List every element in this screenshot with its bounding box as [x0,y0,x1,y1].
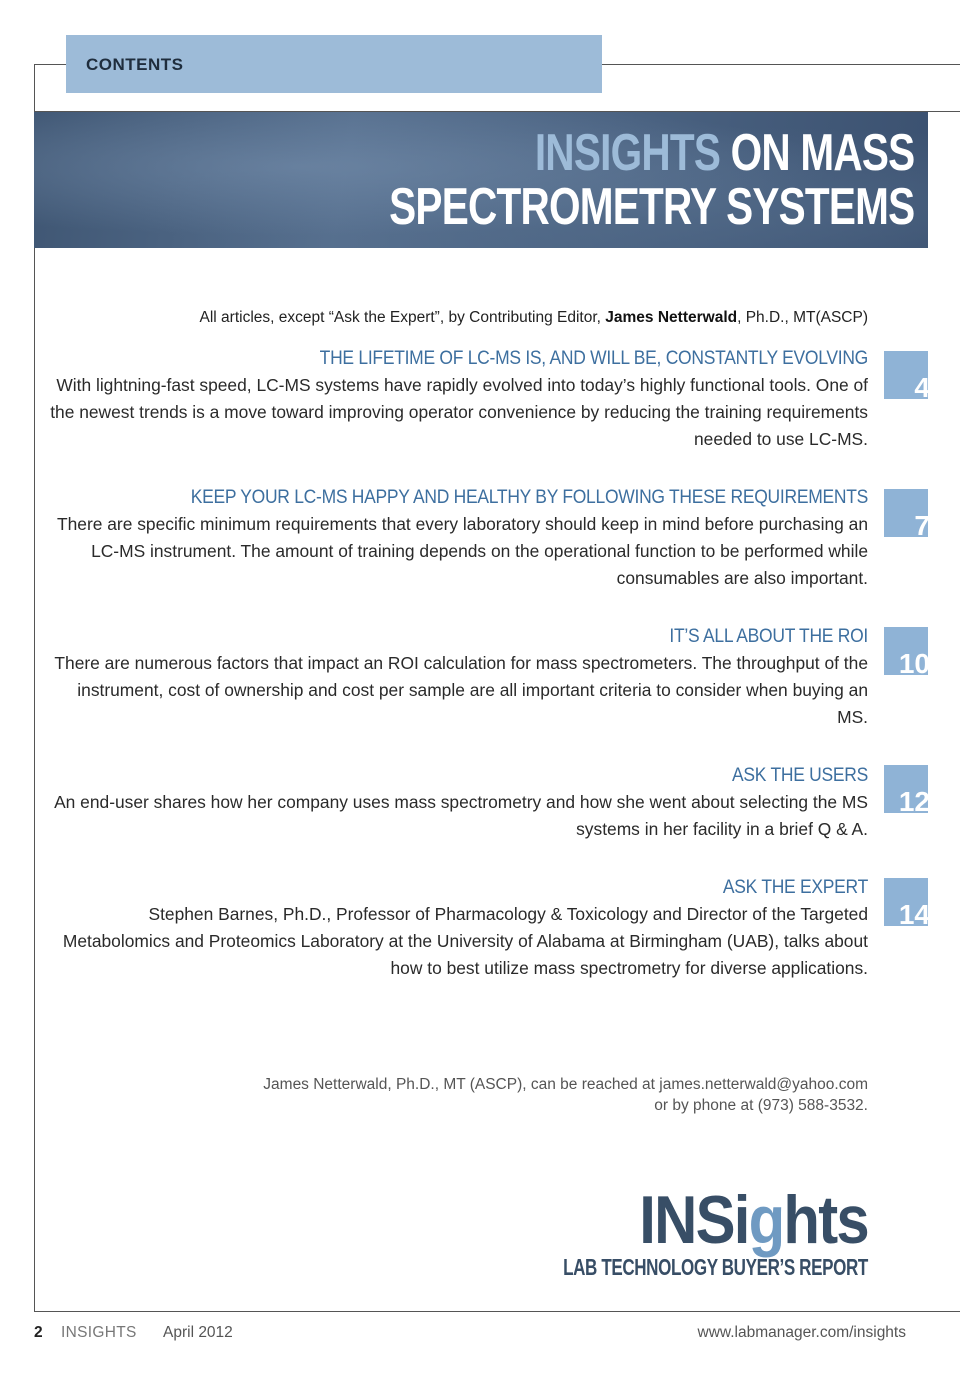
byline [200,309,868,327]
article-description: An end-user shares how her company uses mass spectrometry and how she went about selecting the MS systems in her facility in a brief Q & A. [54,792,868,839]
contact-info [263,1074,868,1116]
footer-date: April 2012 [163,1324,233,1341]
page-number-box[interactable] [884,627,930,679]
article-description: With lightning-fast speed, LC-MS systems have rapidly evolved into today’s highly functional tools. One of the newest trends is a move toward improving operator convenience by reducing the training requirements needed to use LC-MS. [50,375,868,449]
article-description: Stephen Barnes, Ph.D., Professor of Pharmacology & Toxicology and Director of the Targeted Metabolomics and Proteomics Laboratory at the University of Alabama at Birmingham (UAB), talks about how to best utilize mass spectrometry for diverse applications. [62,904,868,978]
article-description: There are numerous factors that impact an ROI calculation for mass spectrometers. The throughput of the instrument, cost of ownership and cost per sample are all important criteria to consider when buying an MS. [54,653,868,727]
contents-tab [66,35,602,93]
contact-line-email: James Netterwald, Ph.D., MT (ASCP), can be reached at james.netterwald@yahoo.com [263,1076,868,1093]
title-banner [34,112,928,248]
frame-line-top-left [34,64,66,65]
footer-publication: INSIGHTS [61,1324,137,1341]
article-title[interactable]: ASK THE USERS [732,765,868,786]
frame-line-bottom [34,1311,960,1312]
byline-prefix: All articles, except “Ask the Expert”, by Contributing Editor, [199,309,606,326]
article-entry[interactable] [48,875,868,982]
banner-title-accent: INSIGHTS [534,124,720,182]
article-entry[interactable] [48,346,868,453]
section-label: CONTENTS [86,55,184,74]
footer-page-number: 2 [34,1324,43,1341]
insights-logo [456,1182,868,1280]
logo-wordmark-accent: g [748,1182,784,1258]
page-number-box[interactable] [884,351,930,403]
page-footer [34,1324,906,1348]
footer-url-link[interactable]: www.labmanager.com/insights [697,1324,906,1341]
article-title[interactable]: THE LIFETIME OF LC-MS IS, AND WILL BE, CONSTANTLY EVOLVING [319,348,868,369]
banner-title-line1-rest: ON MASS [719,124,914,182]
logo-wordmark-part: hts [783,1182,868,1258]
logo-wordmark [506,1182,868,1258]
article-entry[interactable] [48,763,868,843]
page-number-box[interactable] [884,489,930,541]
page-number: 10 [898,648,930,679]
frame-line-top-right [602,64,960,65]
page-number: 14 [898,899,930,930]
page-number-box[interactable] [884,765,930,817]
page-number-box[interactable] [884,878,930,930]
page-number: 12 [898,786,930,817]
page-number: 7 [914,510,930,541]
article-title[interactable]: IT’S ALL ABOUT THE ROI [669,626,868,647]
banner-title-line2: SPECTROMETRY SYSTEMS [388,178,914,236]
frame-line-left [34,64,35,1312]
article-description: There are specific minimum requirements that every laboratory should keep in mind before purchasing an LC-MS instrument. The amount of training depends on the operational function to be performed while consumables are also important. [57,514,868,588]
byline-author: James Netterwald [605,309,738,326]
logo-subtitle: LAB TECHNOLOGY BUYER’S REPORT [563,1254,868,1280]
article-entry[interactable] [48,624,868,731]
logo-wordmark-part: INSi [639,1182,749,1258]
article-entry[interactable] [48,485,868,592]
page-number: 4 [914,372,930,403]
banner-title [389,126,914,234]
contact-line-phone: or by phone at (973) 588-3532. [654,1097,868,1114]
byline-suffix: , Ph.D., MT(ASCP) [737,309,868,326]
article-title[interactable]: KEEP YOUR LC-MS HAPPY AND HEALTHY BY FOLLOWING THESE REQUIREMENTS [190,487,868,508]
article-title[interactable]: ASK THE EXPERT [722,877,868,898]
banner-title-line1 [389,126,914,180]
